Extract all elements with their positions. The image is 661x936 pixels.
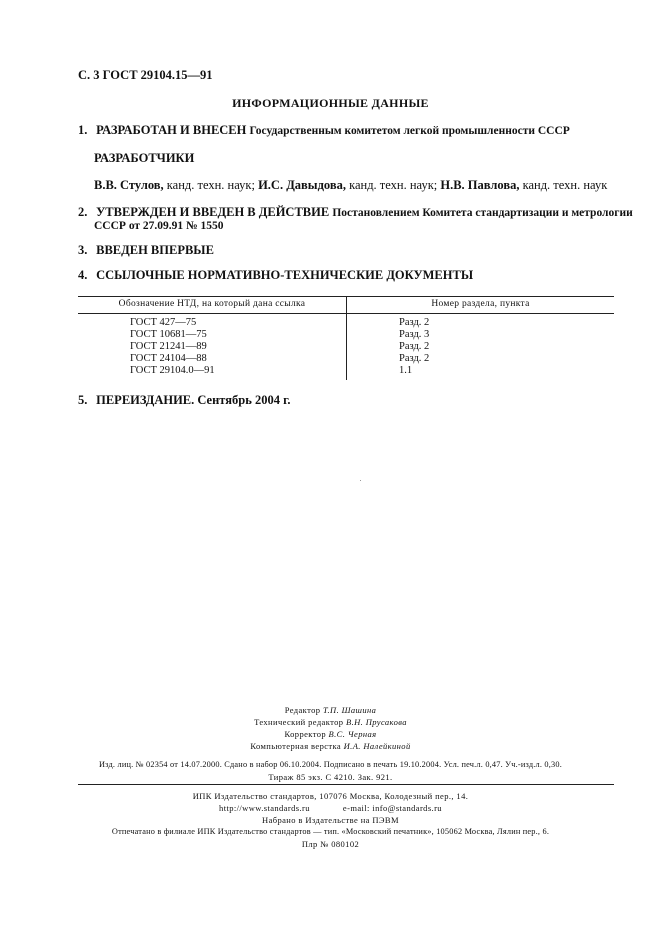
- publisher-contacts: [0, 803, 661, 813]
- publisher-website: http://www.standards.ru: [219, 803, 310, 813]
- section-4: [78, 268, 473, 283]
- table-cell-section: Разд. 2: [399, 341, 430, 352]
- credit-technical-editor: [0, 717, 661, 727]
- table-cell-document: ГОСТ 29104.0—91: [130, 365, 215, 376]
- table-cell-section: 1.1: [399, 365, 413, 376]
- credit-editor: [0, 705, 661, 715]
- section-5-number: 5.: [78, 393, 88, 407]
- developers-list: [94, 178, 607, 193]
- publisher-typeset: Набрано в Издательстве на ПЭВМ: [262, 815, 399, 825]
- print-info-line-1: Изд. лиц. № 02354 от 14.07.2000. Сдано в набор 06.10.2004. Подписано в печать 19.10.2004. Усл. печ.л. 0,47. Уч.-изд.л. 0,30.: [98, 760, 563, 769]
- page-title: ИНФОРМАЦИОННЫЕ ДАННЫЕ: [232, 96, 429, 110]
- credit-role: Редактор: [284, 705, 321, 715]
- table-header-document: Обозначение НТД, на который дана ссылка: [118, 299, 306, 309]
- publisher-address: ИПК Издательство стандартов, 107076 Москва, Колодезный пер., 14.: [192, 791, 469, 801]
- section-1-number: 1.: [78, 123, 88, 137]
- table-cell-document: ГОСТ 10681—75: [130, 329, 207, 340]
- section-2-number: 2.: [78, 205, 88, 219]
- table-cell-section: Разд. 2: [399, 353, 430, 364]
- table-cell-section: Разд. 2: [399, 317, 430, 328]
- stray-dot: [360, 480, 361, 481]
- print-info-line-2: Тираж 85 экз. С 4210. Зак. 921.: [268, 772, 393, 782]
- section-4-label: ССЫЛОЧНЫЕ НОРМАТИВНО-ТЕХНИЧЕСКИЕ ДОКУМЕНТЫ: [96, 268, 474, 282]
- developer-title: канд. техн. наук: [522, 178, 608, 192]
- publisher-email: e-mail: info@standards.ru: [342, 803, 442, 813]
- section-1-label: РАЗРАБОТАН И ВНЕСЕН: [96, 123, 247, 137]
- publisher-printed: Отпечатано в филиале ИПК Издательство стандартов — тип. «Московский печатник», 105062 Москва, Лялин пер., 6.: [111, 827, 550, 836]
- table-cell-section: Разд. 3: [399, 329, 430, 340]
- credit-corrector: [0, 729, 661, 739]
- developer-title: канд. техн. наук;: [349, 178, 438, 192]
- credit-role: Корректор: [284, 729, 327, 739]
- section-3: [78, 243, 214, 258]
- section-5: [78, 393, 291, 408]
- credit-name: И.А. Налейкиной: [343, 741, 411, 751]
- developers-heading: РАЗРАБОТЧИКИ: [94, 151, 195, 165]
- table-cell-document: ГОСТ 24104—88: [130, 353, 207, 364]
- credit-name: В.С. Черная: [328, 729, 377, 739]
- reference-table: [78, 296, 614, 380]
- credit-name: В.Н. Прусакова: [345, 717, 407, 727]
- credit-layout: [0, 741, 661, 751]
- imprint-divider: [78, 784, 614, 785]
- developer-title: канд. техн. наук;: [166, 178, 255, 192]
- developer-name: Н.В. Павлова,: [440, 178, 520, 192]
- table-header-section: Номер раздела, пункта: [431, 299, 530, 309]
- table-cell-document: ГОСТ 427—75: [130, 317, 197, 328]
- section-2-text-continued: СССР от 27.09.91 № 1550: [94, 220, 224, 232]
- section-5-label: ПЕРЕИЗДАНИЕ. Сентябрь 2004 г.: [96, 393, 291, 407]
- table-cell-document: ГОСТ 21241—89: [130, 341, 207, 352]
- credit-name: Т.П. Шашина: [322, 705, 377, 715]
- section-2-label: УТВЕРЖДЕН И ВВЕДЕН В ДЕЙСТВИЕ: [96, 205, 330, 219]
- section-2-text: Постановлением Комитета стандартизации и метрологии: [332, 207, 633, 219]
- developer-name: В.В. Стулов,: [94, 178, 164, 192]
- section-3-number: 3.: [78, 243, 88, 257]
- section-3-label: ВВЕДЕН ВПЕРВЫЕ: [96, 243, 214, 257]
- section-1: [78, 123, 570, 139]
- section-4-number: 4.: [78, 268, 88, 282]
- page-header: С. 3 ГОСТ 29104.15—91: [78, 68, 213, 82]
- publisher-license: Плр № 080102: [301, 839, 360, 849]
- credit-role: Компьютерная верстка: [250, 741, 342, 751]
- credit-role: Технический редактор: [254, 717, 344, 727]
- section-1-text: Государственным комитетом легкой промышленности СССР: [249, 125, 570, 137]
- developer-name: И.С. Давыдова,: [258, 178, 346, 192]
